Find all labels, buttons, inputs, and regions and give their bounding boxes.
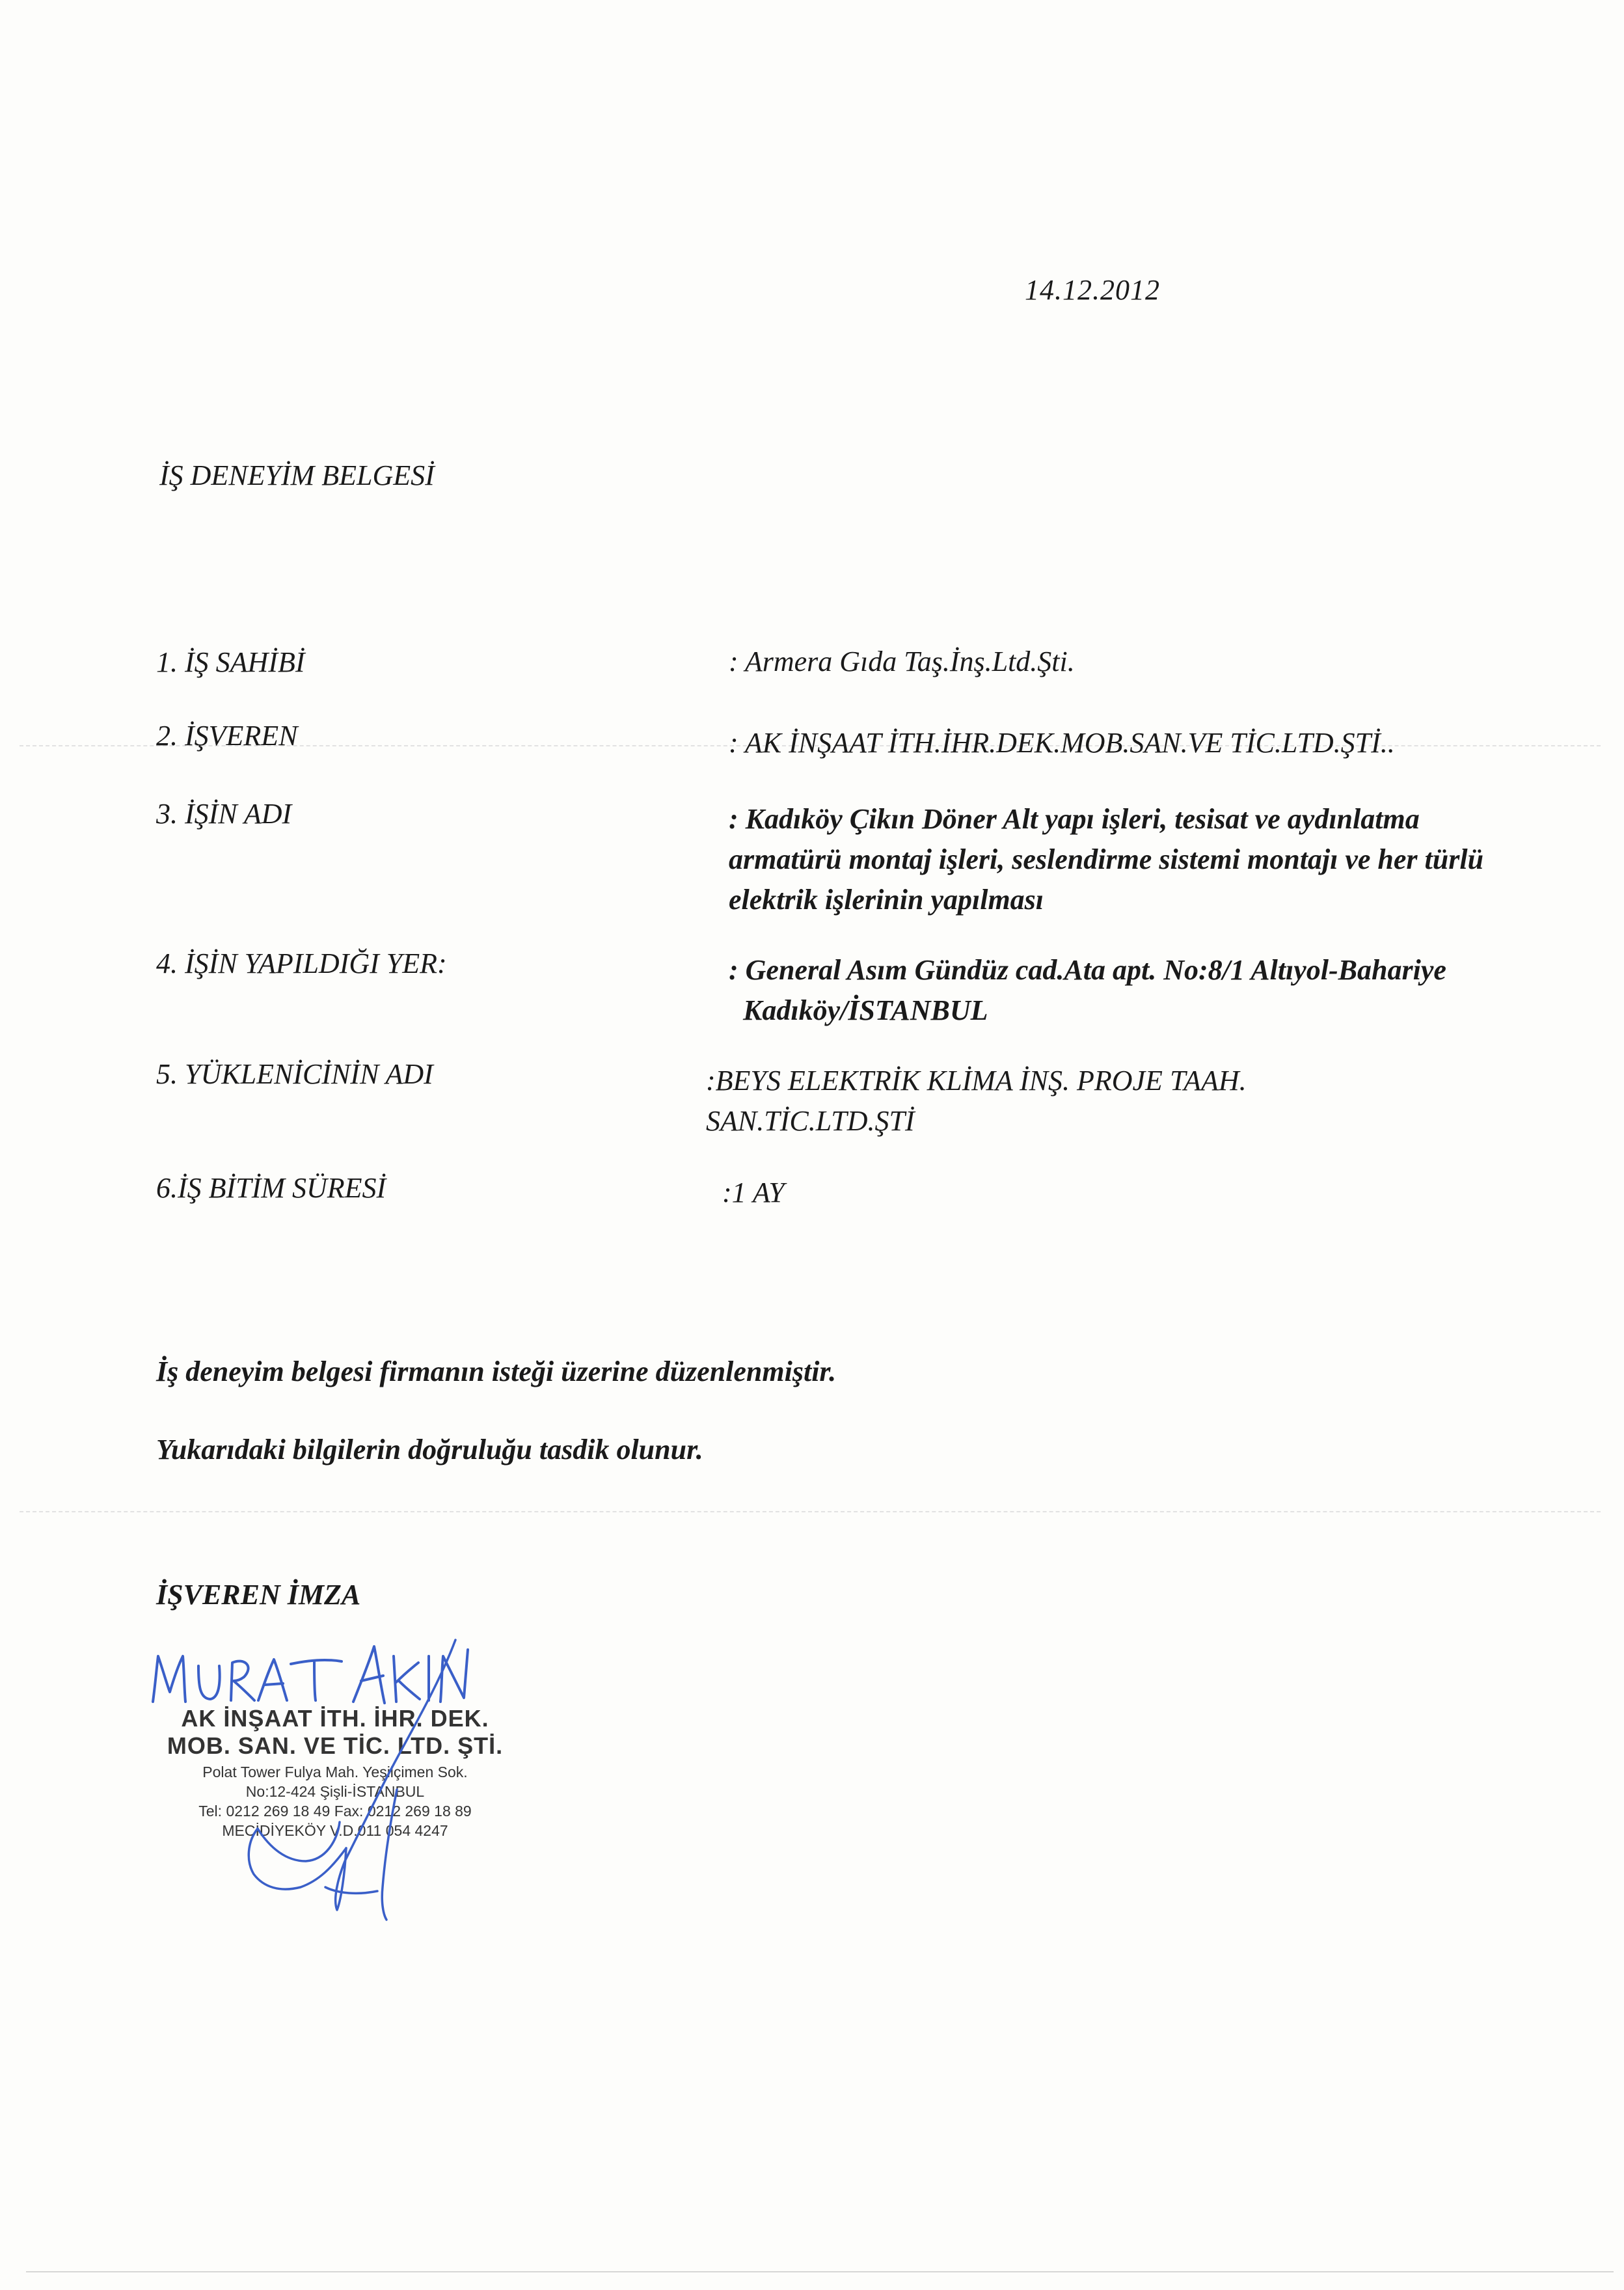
row-value-is-sahibi <box>729 642 1075 682</box>
value-line: : General Asım Gündüz cad.Ata apt. No:8/1 Altıyol-Bahariye <box>729 954 1446 986</box>
stamp-line: No:12-424 Şişli-İSTANBUL <box>245 1783 425 1800</box>
company-stamp <box>133 1705 537 1840</box>
fold-line-bottom <box>20 1511 1601 1512</box>
stamp-line: Polat Tower Fulya Mah. Yeşilçimen Sok. <box>202 1764 468 1780</box>
row-label-isin-yapildigi-yer: 4. İŞİN YAPILDIĞI YER: <box>156 947 447 979</box>
value-line: :BEYS ELEKTRİK KLİMA İNŞ. PROJE TAAH. <box>706 1065 1247 1097</box>
page-bottom-edge <box>26 2271 1614 2272</box>
row-label-isin-adi: 3. İŞİN ADI <box>156 798 292 830</box>
value-line: : Kadıköy Çikın Döner Alt yapı işleri, tesisat ve aydınlatma <box>729 803 1420 835</box>
row-label-is-sahibi: 1. İŞ SAHİBİ <box>156 646 305 678</box>
row-value-isin-yapildigi-yer <box>729 950 1446 1031</box>
value-line: : Armera Gıda Taş.İnş.Ltd.Şti. <box>729 646 1075 677</box>
document-date: 14.12.2012 <box>1025 274 1160 306</box>
value-line: SAN.TİC.LTD.ŞTİ <box>706 1105 915 1137</box>
value-line: armatürü montaj işleri, seslendirme sistemi montajı ve her türlü <box>729 843 1484 875</box>
stamp-line: MECİDİYEKÖY V.D.011 054 4247 <box>222 1822 448 1839</box>
value-line: Kadıköy/İSTANBUL <box>729 994 988 1026</box>
value-line: : AK İNŞAAT İTH.İHR.DEK.MOB.SAN.VE TİC.LTD.ŞTİ.. <box>729 727 1395 759</box>
stamp-line: Tel: 0212 269 18 49 Fax: 0212 269 18 89 <box>198 1803 472 1820</box>
stamp-line: MOB. SAN. VE TİC. LTD. ŞTİ. <box>167 1732 504 1759</box>
value-line: elektrik işlerinin yapılması <box>729 884 1044 916</box>
row-label-is-bitim-suresi: 6.İŞ BİTİM SÜRESİ <box>156 1172 386 1204</box>
row-value-yuklenicinin-adi <box>706 1061 1247 1141</box>
row-label-yuklenicinin-adi: 5. YÜKLENİCİNİN ADI <box>156 1058 433 1090</box>
statement-accuracy-confirmed: Yukarıdaki bilgilerin doğruluğu tasdik olunur. <box>156 1434 703 1465</box>
document-title: İŞ DENEYİM BELGESİ <box>159 459 435 491</box>
row-value-isveren <box>729 723 1395 763</box>
row-label-isveren: 2. İŞVEREN <box>156 720 298 752</box>
statement-issued-on-request: İş deneyim belgesi firmanın isteği üzerine düzenlenmiştir. <box>156 1356 837 1387</box>
value-line: :1 AY <box>722 1177 785 1208</box>
stamp-line: AK İNŞAAT İTH. İHR. DEK. <box>181 1705 489 1732</box>
row-value-is-bitim-suresi <box>722 1173 785 1213</box>
signature-title: İŞVEREN İMZA <box>156 1579 361 1611</box>
row-value-isin-adi <box>729 799 1483 920</box>
